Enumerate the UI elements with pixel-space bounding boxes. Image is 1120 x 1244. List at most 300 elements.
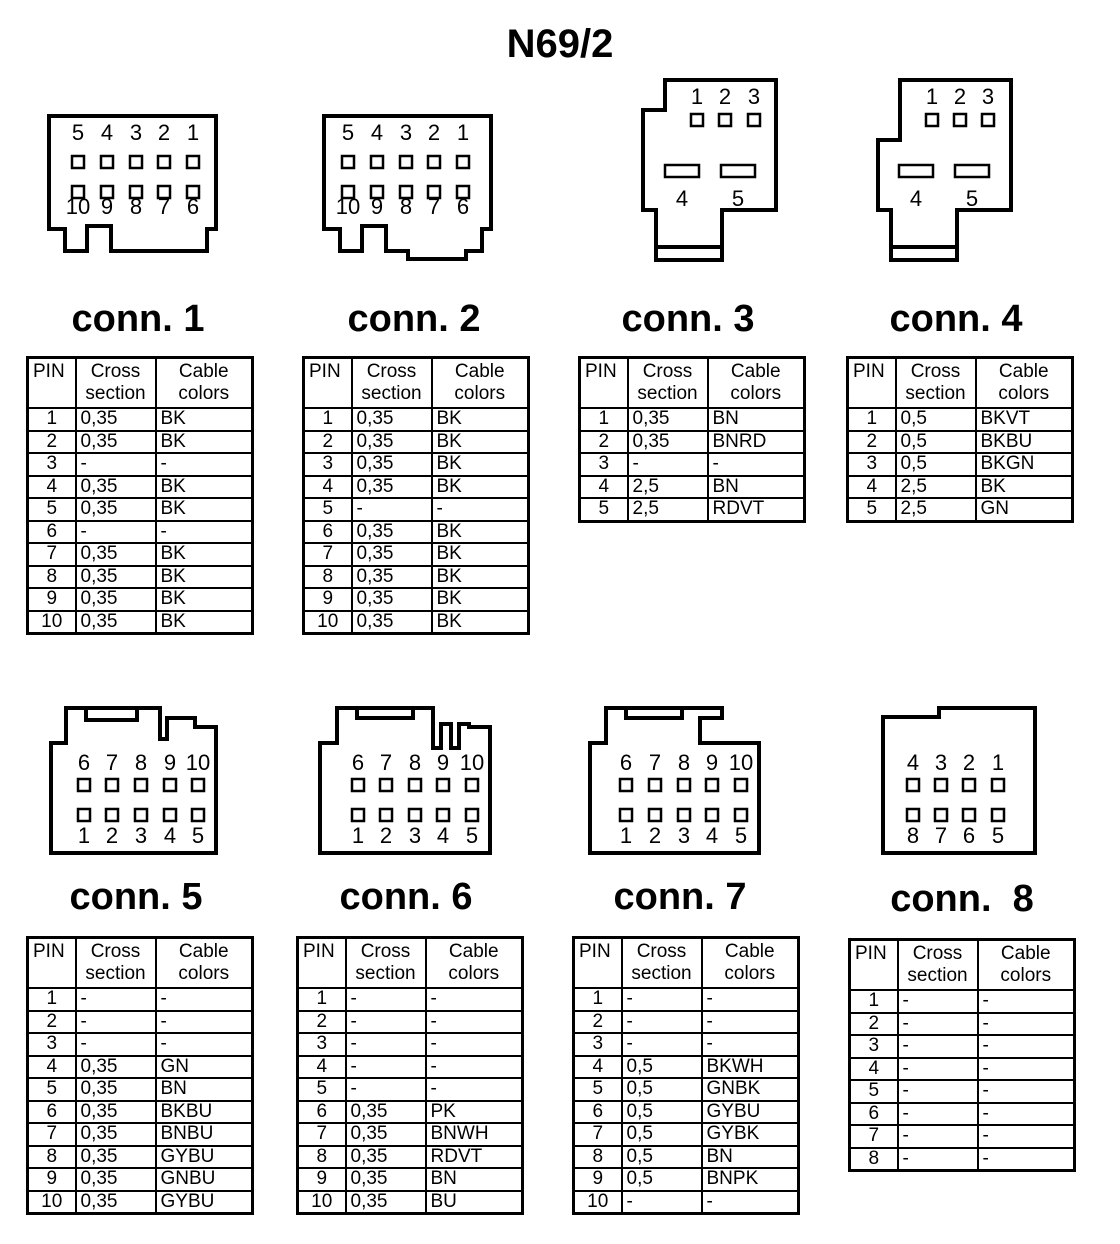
cross-section: 0,5 (896, 431, 976, 454)
table-row (28, 1168, 253, 1191)
cross-section: 0,35 (352, 566, 432, 589)
cable-color: - (978, 1103, 1075, 1126)
table-row (28, 1056, 253, 1079)
table-row (304, 453, 529, 476)
connector-6-pin-8 (409, 779, 421, 791)
connector-2-pin-label-1: 1 (456, 120, 470, 145)
connector-4-pin-1 (926, 114, 938, 126)
table-row (574, 1168, 799, 1191)
connector-1-pin-4 (101, 156, 113, 168)
cable-color: - (156, 1011, 253, 1034)
cross-section: 0,35 (76, 498, 156, 521)
cable-color: - (156, 988, 253, 1011)
connector-7-pin-7 (649, 779, 661, 791)
table-row (298, 1011, 523, 1034)
pin-number: 6 (304, 521, 352, 544)
pin-number: 3 (28, 1033, 76, 1056)
table-row (850, 1148, 1075, 1171)
connector-8-pin-3 (935, 779, 947, 791)
connector-5-pin-label-4: 4 (163, 823, 177, 848)
table-row (848, 476, 1073, 499)
cable-color: - (432, 498, 529, 521)
cable-color: GYBU (702, 1101, 799, 1124)
pin-number: 3 (298, 1033, 346, 1056)
connector-6-pin-2 (380, 809, 392, 821)
table-row (298, 1101, 523, 1124)
table-row (848, 453, 1073, 476)
cable-color: BU (426, 1191, 523, 1214)
connector-5-pin-label-3: 3 (134, 823, 148, 848)
cable-color: GYBU (156, 1191, 253, 1214)
table-row (28, 408, 253, 431)
cable-color: - (978, 1080, 1075, 1103)
connector-4-title: conn. 4 (889, 298, 1023, 340)
cross-section: - (898, 990, 978, 1013)
connector-5-pin-3 (135, 809, 147, 821)
cross-section: - (76, 521, 156, 544)
cable-colors-header: Cable colors (708, 358, 805, 409)
pin-number: 5 (580, 498, 628, 521)
connector-6-pin-10 (466, 779, 478, 791)
pin-number: 2 (298, 1011, 346, 1034)
cable-color: BN (702, 1146, 799, 1169)
cross-section-header: Cross section (352, 358, 432, 409)
table-row (28, 543, 253, 566)
cross-section: 0,35 (76, 431, 156, 454)
cable-color: BK (156, 588, 253, 611)
cable-color: BNBU (156, 1123, 253, 1146)
cross-section: - (898, 1013, 978, 1036)
table-row (580, 498, 805, 521)
cross-section: - (622, 988, 702, 1011)
table-row (28, 453, 253, 476)
table-header-row (28, 938, 253, 989)
cable-colors-header: Cable colors (702, 938, 799, 989)
pin-number: 3 (850, 1035, 898, 1058)
connector-7-pin-10 (735, 779, 747, 791)
table-row (580, 476, 805, 499)
pin-number: 4 (28, 1056, 76, 1079)
cable-color: BK (156, 498, 253, 521)
table-row (574, 988, 799, 1011)
connector-7-pin-label-7: 7 (648, 750, 662, 775)
cross-section: 0,35 (628, 431, 708, 454)
connector-8-pin-label-6: 6 (962, 823, 976, 848)
pin-number: 7 (850, 1125, 898, 1148)
connector-5-pin-table (26, 936, 254, 1215)
cable-color: BK (156, 408, 253, 431)
pin-header: PIN (848, 358, 896, 409)
cross-section: - (352, 498, 432, 521)
pin-number: 7 (304, 543, 352, 566)
cable-color: BK (432, 611, 529, 634)
connector-2-pin-5 (342, 156, 354, 168)
connector-6-pin-6 (352, 779, 364, 791)
table-row (850, 990, 1075, 1013)
table-row (28, 1101, 253, 1124)
pin-number: 10 (304, 611, 352, 634)
pin-header: PIN (28, 358, 76, 409)
connector-6-pin-label-3: 3 (408, 823, 422, 848)
pin-number: 7 (28, 543, 76, 566)
table-row (574, 1101, 799, 1124)
cross-section: 0,35 (352, 476, 432, 499)
cable-color: - (978, 1035, 1075, 1058)
table-row (574, 1146, 799, 1169)
cross-section: 0,35 (352, 431, 432, 454)
pin-number: 9 (298, 1168, 346, 1191)
pin-number: 5 (304, 498, 352, 521)
connector-2-pin-label-10: 10 (335, 194, 361, 219)
cross-section: 0,35 (76, 1078, 156, 1101)
cross-section: 0,35 (76, 611, 156, 634)
cross-section: 0,5 (896, 408, 976, 431)
cross-section-header: Cross section (898, 940, 978, 991)
connector-6-title: conn. 6 (339, 876, 473, 918)
table-row (580, 431, 805, 454)
pin-number: 2 (28, 1011, 76, 1034)
cross-section: 0,35 (76, 476, 156, 499)
cable-color: - (702, 1011, 799, 1034)
table-row (848, 431, 1073, 454)
cable-color: BK (432, 566, 529, 589)
table-row (28, 476, 253, 499)
cable-color: GN (976, 498, 1073, 521)
connector-6-pin-label-6: 6 (351, 750, 365, 775)
connector-7-pin-6 (620, 779, 632, 791)
pin-number: 5 (848, 498, 896, 521)
cross-section: 0,35 (352, 588, 432, 611)
cross-section: - (898, 1080, 978, 1103)
cross-section: - (76, 453, 156, 476)
cable-color: BKBU (976, 431, 1073, 454)
pin-number: 4 (298, 1056, 346, 1079)
connector-3-title: conn. 3 (621, 298, 755, 340)
pin-number: 9 (28, 588, 76, 611)
table-row (848, 408, 1073, 431)
pin-number: 3 (580, 453, 628, 476)
pin-number: 3 (574, 1033, 622, 1056)
cable-color: BKVT (976, 408, 1073, 431)
pin-number: 8 (574, 1146, 622, 1169)
connector-1-pin-label-6: 6 (186, 194, 200, 219)
cable-color: PK (426, 1101, 523, 1124)
connector-5-pin-label-2: 2 (105, 823, 119, 848)
table-row (28, 1033, 253, 1056)
cross-section: 0,35 (352, 521, 432, 544)
table-row (304, 498, 529, 521)
connector-3-pin-table (578, 356, 806, 523)
pin-number: 5 (28, 498, 76, 521)
pin-number: 10 (28, 1191, 76, 1214)
cable-colors-header: Cable colors (432, 358, 529, 409)
cross-section: - (76, 1011, 156, 1034)
pin-number: 1 (850, 990, 898, 1013)
connector-6-pin-5 (466, 809, 478, 821)
cross-section: 0,5 (622, 1168, 702, 1191)
pin-number: 1 (28, 988, 76, 1011)
pin-number: 9 (304, 588, 352, 611)
connector-6-pin-label-4: 4 (436, 823, 450, 848)
table-row (850, 1058, 1075, 1081)
cross-section: - (622, 1011, 702, 1034)
cross-section: 0,35 (352, 408, 432, 431)
table-row (298, 1168, 523, 1191)
pin-number: 4 (28, 476, 76, 499)
table-row (28, 611, 253, 634)
connector-5-pin-label-10: 10 (185, 750, 211, 775)
connector-5-pin-9 (164, 779, 176, 791)
cross-section: - (76, 1033, 156, 1056)
connector-2-pin-label-5: 5 (341, 120, 355, 145)
cable-color: BKBU (156, 1101, 253, 1124)
cable-colors-header: Cable colors (978, 940, 1075, 991)
cross-section: 0,35 (76, 408, 156, 431)
connector-3-pin-label-1: 1 (690, 84, 704, 109)
connector-1-pin-label-3: 3 (129, 120, 143, 145)
table-row (850, 1035, 1075, 1058)
connector-7-pin-4 (706, 809, 718, 821)
table-row (580, 408, 805, 431)
pin-number: 1 (574, 988, 622, 1011)
connector-2-pin-1 (457, 156, 469, 168)
cable-color: - (978, 1013, 1075, 1036)
connector-4-pin-4 (899, 165, 933, 177)
table-row (850, 1013, 1075, 1036)
connector-1-pin-label-10: 10 (65, 194, 91, 219)
pin-header: PIN (580, 358, 628, 409)
cable-color: RDVT (426, 1146, 523, 1169)
pin-number: 10 (298, 1191, 346, 1214)
connector-4-pin-2 (954, 114, 966, 126)
table-row (574, 1033, 799, 1056)
table-header-row (574, 938, 799, 989)
cross-section: 0,35 (76, 543, 156, 566)
cross-section: - (898, 1148, 978, 1171)
connector-8-pin-label-1: 1 (991, 750, 1005, 775)
cross-section: 0,5 (622, 1078, 702, 1101)
cross-section: 0,5 (622, 1146, 702, 1169)
pin-number: 6 (28, 521, 76, 544)
cross-section: - (346, 988, 426, 1011)
connector-7-pin-5 (735, 809, 747, 821)
pin-number: 7 (298, 1123, 346, 1146)
table-row (574, 1191, 799, 1214)
pin-header: PIN (304, 358, 352, 409)
pin-number: 1 (304, 408, 352, 431)
cross-section: 0,35 (346, 1191, 426, 1214)
cross-section: - (898, 1125, 978, 1148)
cable-color: - (978, 1058, 1075, 1081)
connector-1-pin-label-1: 1 (186, 120, 200, 145)
cable-color: - (426, 988, 523, 1011)
cable-color: BK (976, 476, 1073, 499)
connector-6-pin-label-1: 1 (351, 823, 365, 848)
connector-1-pin-label-9: 9 (100, 194, 114, 219)
pin-number: 1 (28, 408, 76, 431)
pin-number: 3 (304, 453, 352, 476)
connector-8-pin-label-7: 7 (934, 823, 948, 848)
cross-section: - (346, 1033, 426, 1056)
connector-8-pin-1 (992, 779, 1004, 791)
connector-5-pin-label-6: 6 (77, 750, 91, 775)
cable-color: - (156, 521, 253, 544)
connector-1-title: conn. 1 (71, 298, 205, 340)
cable-color: GNBU (156, 1168, 253, 1191)
connector-8-pin-label-8: 8 (906, 823, 920, 848)
cable-color: - (702, 1033, 799, 1056)
table-row (304, 543, 529, 566)
table-row (304, 408, 529, 431)
cross-section: 0,35 (76, 1101, 156, 1124)
connector-6-pin-label-10: 10 (459, 750, 485, 775)
connector-2-pin-label-3: 3 (399, 120, 413, 145)
cable-color: BK (432, 408, 529, 431)
connector-8-pin-7 (935, 809, 947, 821)
connector-1-pin-label-5: 5 (71, 120, 85, 145)
cross-section: 0,35 (346, 1168, 426, 1191)
table-row (28, 521, 253, 544)
connector-8-pin-table (848, 938, 1076, 1172)
connector-5-pin-label-8: 8 (134, 750, 148, 775)
cable-color: GYBK (702, 1123, 799, 1146)
cable-color: BNWH (426, 1123, 523, 1146)
cable-color: BKWH (702, 1056, 799, 1079)
connector-7-pin-label-10: 10 (728, 750, 754, 775)
cross-section-header: Cross section (346, 938, 426, 989)
table-row (298, 1146, 523, 1169)
pin-number: 10 (28, 611, 76, 634)
cross-section: - (898, 1058, 978, 1081)
cross-section: - (76, 988, 156, 1011)
table-row (298, 1056, 523, 1079)
cross-section: - (346, 1078, 426, 1101)
connector-6-pin-label-5: 5 (465, 823, 479, 848)
pin-number: 8 (28, 1146, 76, 1169)
connector-3-pin-label-5: 5 (731, 186, 745, 211)
table-row (28, 1146, 253, 1169)
cable-colors-header: Cable colors (156, 358, 253, 409)
cross-section: 0,35 (352, 611, 432, 634)
cable-colors-header: Cable colors (156, 938, 253, 989)
cable-color: BK (432, 521, 529, 544)
connector-7-pin-label-9: 9 (705, 750, 719, 775)
connector-2-title: conn. 2 (347, 298, 481, 340)
cross-section: 0,35 (352, 543, 432, 566)
connector-6-pin-7 (380, 779, 392, 791)
pin-number: 2 (574, 1011, 622, 1034)
connector-3-pin-4 (665, 165, 699, 177)
cross-section: 0,35 (76, 1056, 156, 1079)
pin-number: 5 (850, 1080, 898, 1103)
connector-2-pin-label-6: 6 (456, 194, 470, 219)
connector-2-pin-label-7: 7 (427, 194, 441, 219)
connector-7-pin-9 (706, 779, 718, 791)
cross-section: 2,5 (628, 498, 708, 521)
connector-4-pin-table (846, 356, 1074, 523)
pin-number: 2 (304, 431, 352, 454)
cross-section: - (898, 1035, 978, 1058)
connector-1-pin-label-4: 4 (100, 120, 114, 145)
table-row (848, 498, 1073, 521)
connector-5-pin-1 (78, 809, 90, 821)
cable-color: - (426, 1033, 523, 1056)
cable-color: - (978, 1148, 1075, 1171)
connector-5-pin-label-9: 9 (163, 750, 177, 775)
connector-7-title: conn. 7 (613, 876, 747, 918)
table-row (28, 431, 253, 454)
table-header-row (304, 358, 529, 409)
cross-section: 0,35 (76, 1168, 156, 1191)
cable-colors-header: Cable colors (426, 938, 523, 989)
connector-6-pin-label-2: 2 (379, 823, 393, 848)
table-row (850, 1125, 1075, 1148)
connector-2-pin-label-9: 9 (370, 194, 384, 219)
connector-8-pin-6 (963, 809, 975, 821)
connector-3-pin-3 (748, 114, 760, 126)
cross-section: 0,5 (622, 1123, 702, 1146)
connector-4-pin-label-2: 2 (953, 84, 967, 109)
pin-number: 8 (298, 1146, 346, 1169)
table-row (574, 1011, 799, 1034)
cross-section: 0,35 (346, 1101, 426, 1124)
cable-color: - (702, 988, 799, 1011)
cross-section: 0,35 (346, 1123, 426, 1146)
connector-7-pin-1 (620, 809, 632, 821)
connector-6-pin-9 (437, 779, 449, 791)
connector-2-pin-label-8: 8 (399, 194, 413, 219)
cross-section: - (898, 1103, 978, 1126)
cross-section: 2,5 (896, 476, 976, 499)
connector-7-pin-label-6: 6 (619, 750, 633, 775)
table-row (574, 1056, 799, 1079)
pin-number: 7 (28, 1123, 76, 1146)
connector-6-pin-1 (352, 809, 364, 821)
table-row (28, 1011, 253, 1034)
cable-color: BNRD (708, 431, 805, 454)
cable-color: BN (708, 476, 805, 499)
cable-color: BK (432, 588, 529, 611)
cross-section: 0,5 (622, 1101, 702, 1124)
cable-color: BNPK (702, 1168, 799, 1191)
connector-1-pin-label-8: 8 (129, 194, 143, 219)
table-row (850, 1103, 1075, 1126)
connector-8-pin-label-5: 5 (991, 823, 1005, 848)
connector-2-pin-4 (371, 156, 383, 168)
connector-7-pin-table (572, 936, 800, 1215)
cable-color: BK (156, 476, 253, 499)
cable-color: BK (156, 431, 253, 454)
table-row (28, 566, 253, 589)
connector-7-pin-label-1: 1 (619, 823, 633, 848)
cable-color: BK (156, 543, 253, 566)
table-row (28, 988, 253, 1011)
pin-number: 9 (28, 1168, 76, 1191)
table-header-row (848, 358, 1073, 409)
connector-5-title: conn. 5 (69, 876, 203, 918)
table-row (304, 611, 529, 634)
connector-8-pin-2 (963, 779, 975, 791)
connector-6-pin-table (296, 936, 524, 1215)
cross-section-header: Cross section (622, 938, 702, 989)
cross-section: 0,5 (896, 453, 976, 476)
cable-color: BN (156, 1078, 253, 1101)
pin-number: 1 (580, 408, 628, 431)
pin-number: 8 (850, 1148, 898, 1171)
pin-number: 2 (850, 1013, 898, 1036)
connector-6-pin-3 (409, 809, 421, 821)
table-row (28, 1078, 253, 1101)
